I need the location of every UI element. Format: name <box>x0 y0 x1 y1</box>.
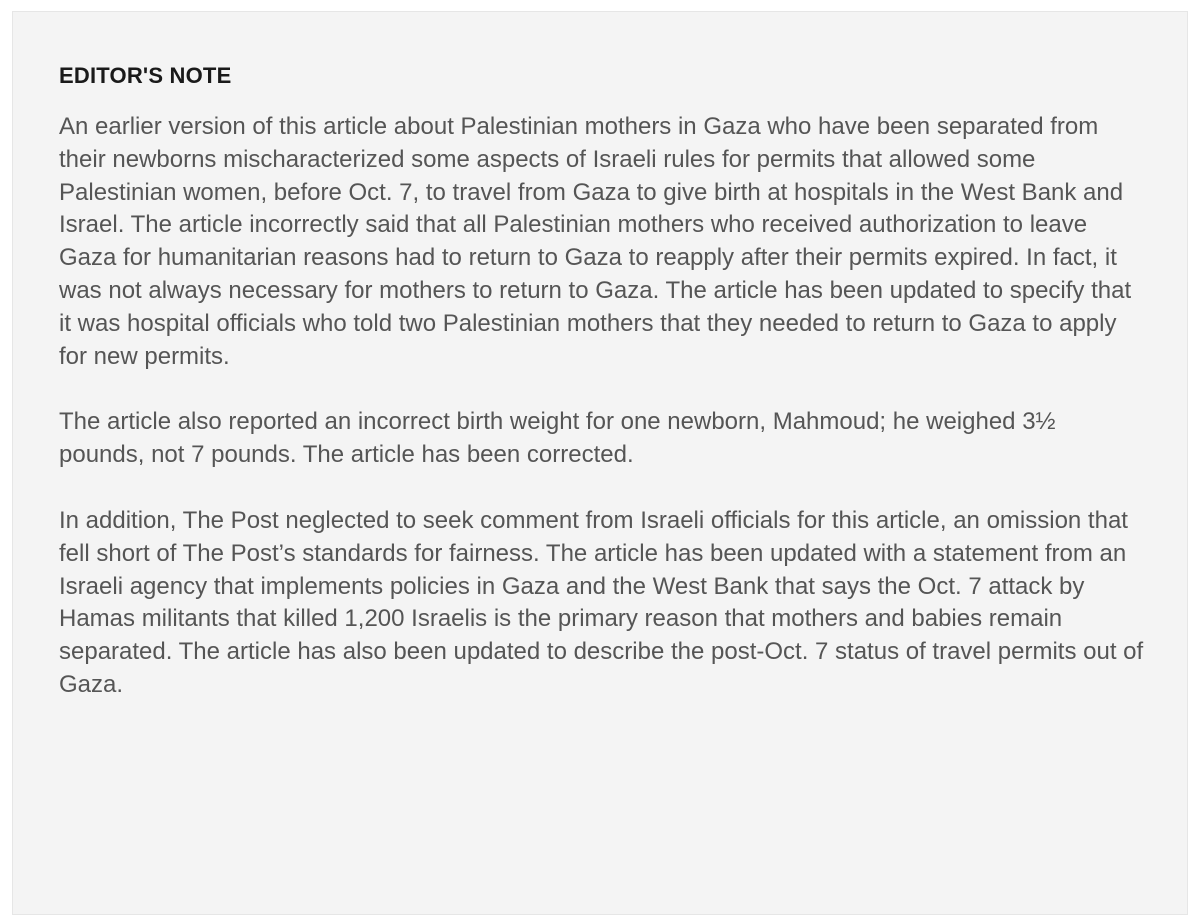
editors-note-box <box>12 11 1188 915</box>
editors-note-paragraph-2: The article also reported an incorrect birth weight for one newborn, Mahmoud; he weighed 3½ pounds, not 7 pounds. The article has been corrected. <box>59 408 1056 469</box>
editors-note-paragraph-1: An earlier version of this article about Palestinian mothers in Gaza who have been separated from their newborns mischaracterized some aspects of Israeli rules for permits that allowed some Palestinian women, before Oct. 7, to travel from Gaza to give birth at hospitals in the West Bank and Israel. The article incorrectly said that all Palestinian mothers who received authorization to leave Gaza for humanitarian reasons had to return to Gaza to reapply after their permits expired. In fact, it was not always necessary for mothers to return to Gaza. The article has been updated to specify that it was hospital officials who told two Palestinian mothers that they needed to return to Gaza to apply for new permits. <box>59 113 1132 370</box>
editors-note-heading: EDITOR'S NOTE <box>59 63 232 88</box>
editors-note-paragraph-3: In addition, The Post neglected to seek comment from Israeli officials for this article, an omission that fell short of The Post’s standards for fairness. The article has been updated with a statement from an Israeli agency that implements policies in Gaza and the West Bank that says the Oct. 7 attack by Hamas militants that killed 1,200 Israelis is the primary reason that mothers and babies remain separated. The article has also been updated to describe the post-Oct. 7 status of travel permits out of Gaza. <box>59 506 1144 698</box>
